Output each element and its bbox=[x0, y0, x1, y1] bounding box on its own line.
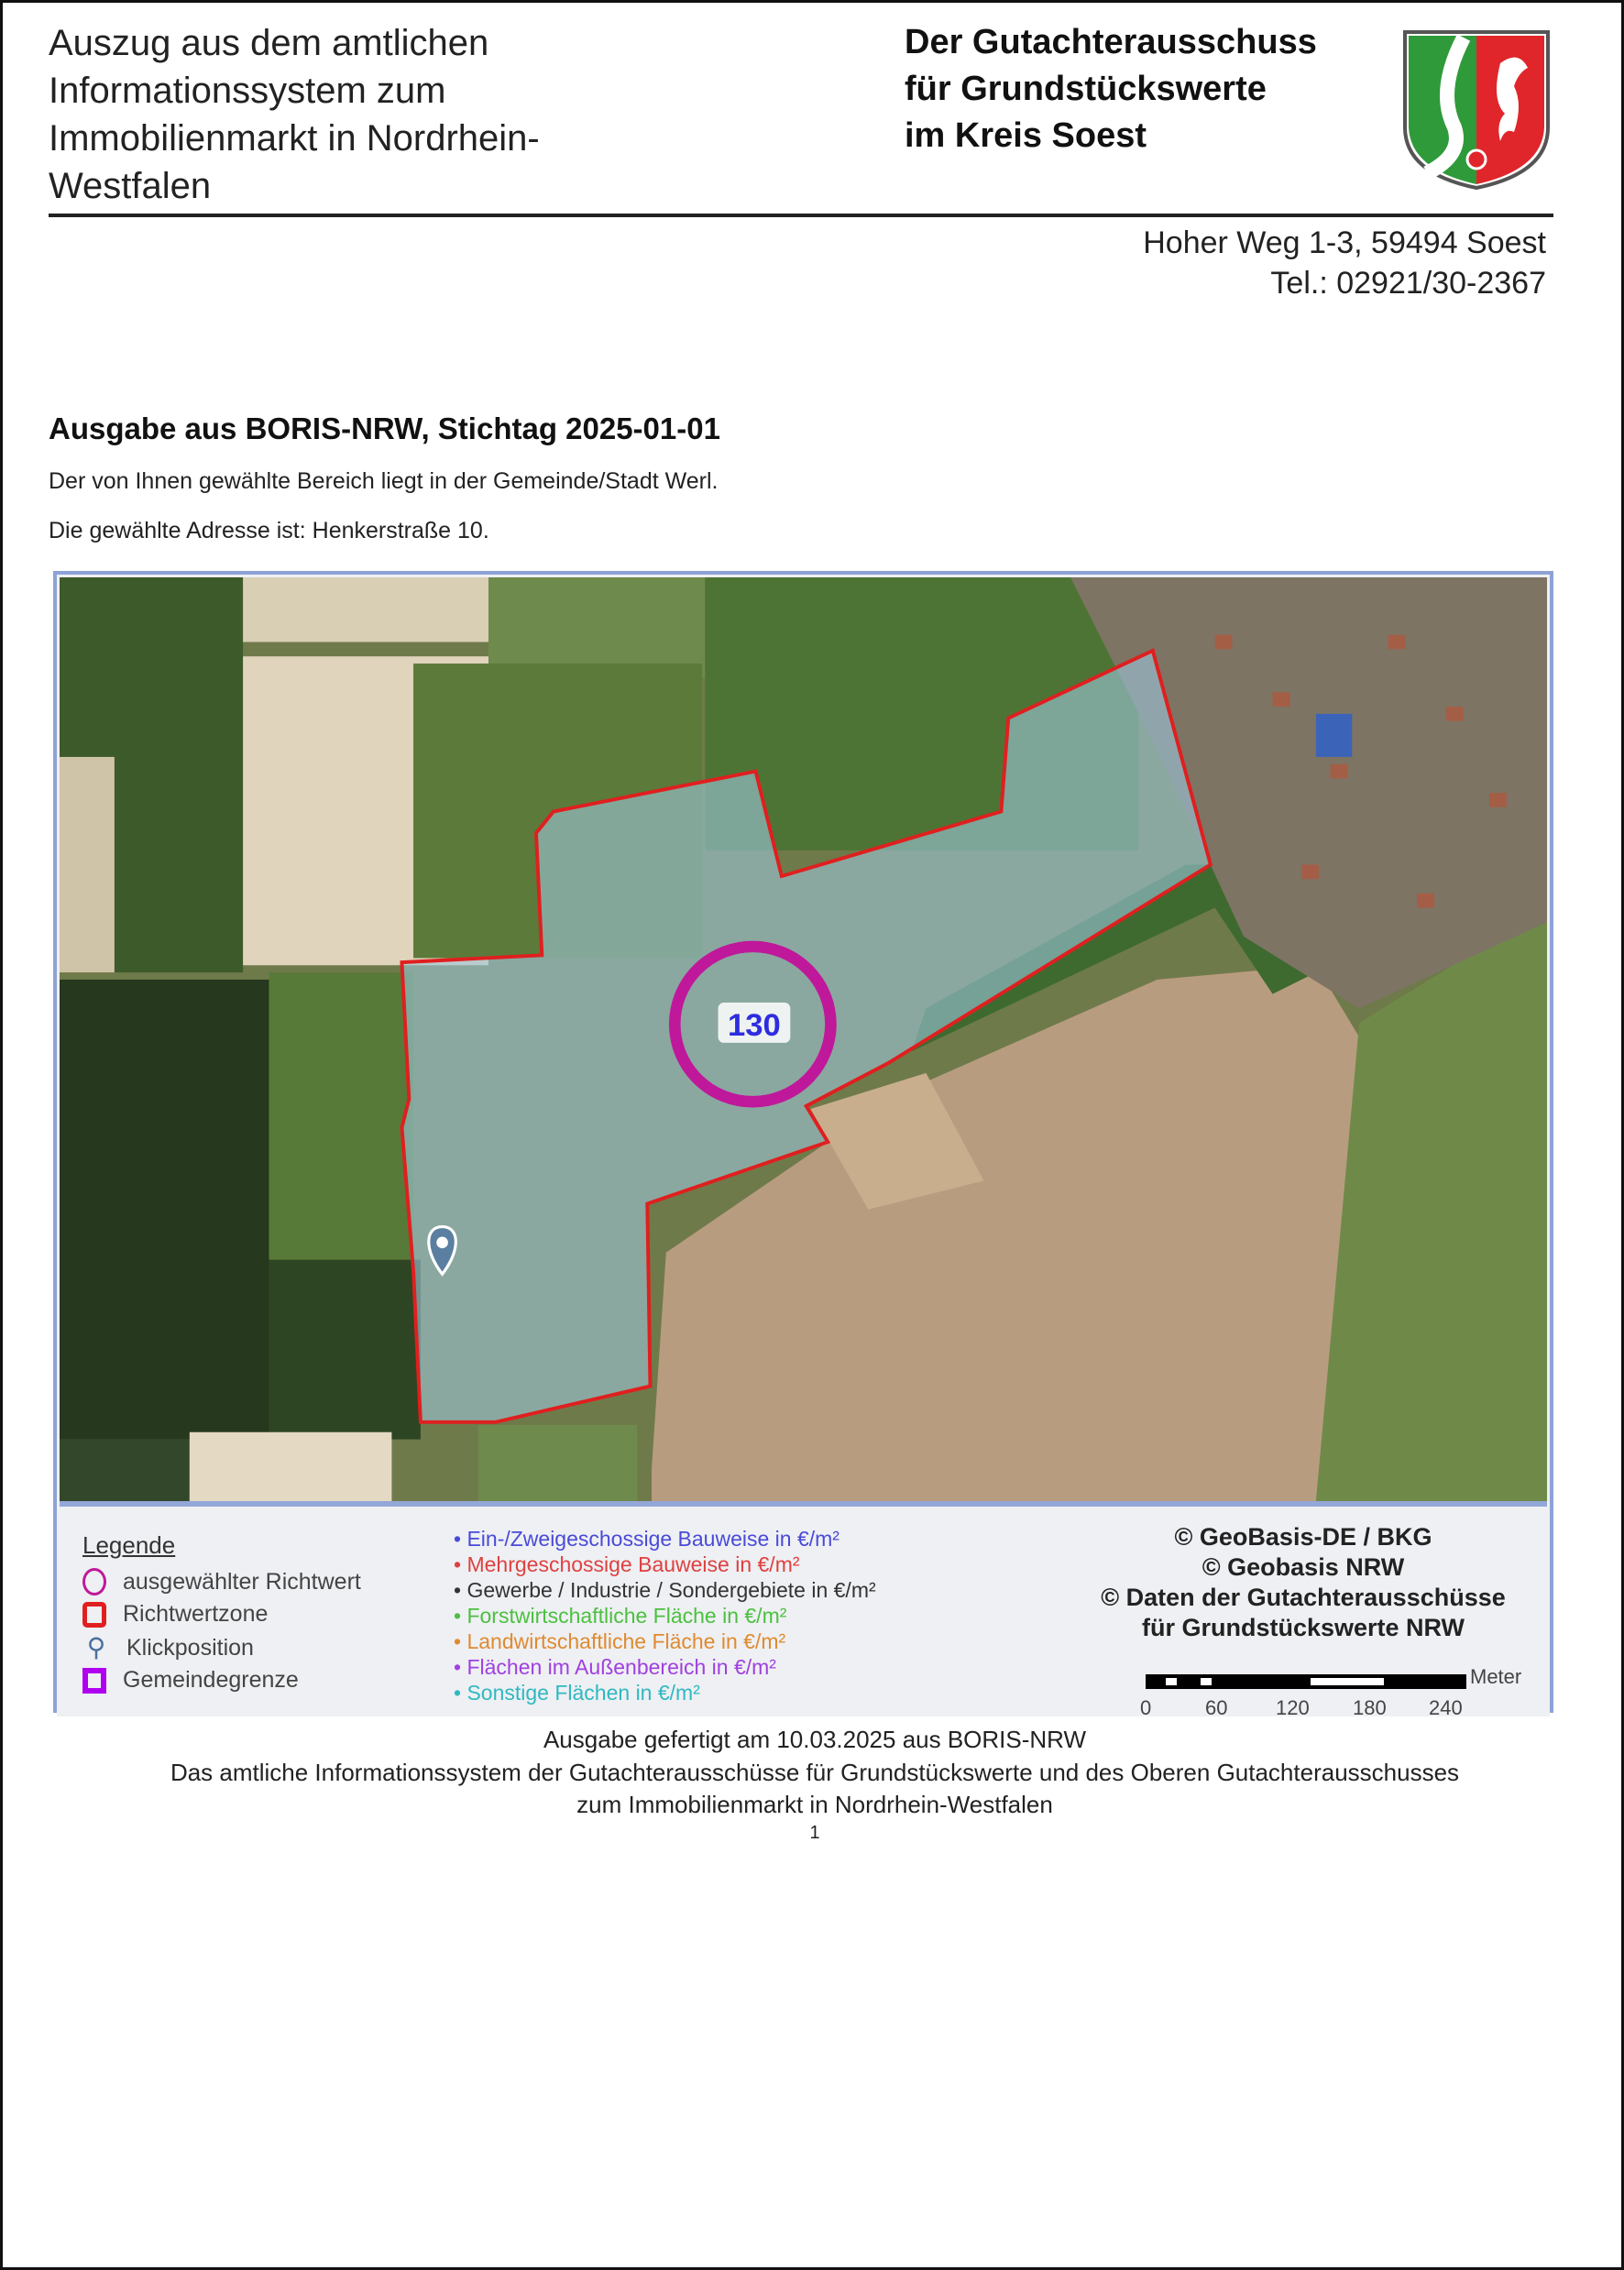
header-left bbox=[49, 19, 540, 210]
authority-contact bbox=[1143, 223, 1546, 303]
category-forst: • Forstwirtschaftliche Fläche in €/m² bbox=[454, 1604, 787, 1628]
scale-tick: 120 bbox=[1276, 1696, 1310, 1719]
legend-item-gemeindegrenze bbox=[82, 1667, 299, 1694]
legend-item-label: Richtwertzone bbox=[123, 1601, 269, 1627]
authority-line: im Kreis Soest bbox=[905, 116, 1147, 155]
nrw-coat-of-arms-logo bbox=[1399, 27, 1553, 192]
circle-icon bbox=[82, 1568, 106, 1596]
municipality-text: Der von Ihnen gewählte Bereich liegt in der Gemeinde/Stadt Werl. bbox=[49, 468, 719, 494]
legend-item-klickposition bbox=[82, 1634, 254, 1661]
copyright-line: © GeoBasis-DE / BKG bbox=[1174, 1523, 1432, 1551]
footer-system-2: zum Immobilienmarkt in Nordrhein-Westfalen bbox=[576, 1791, 1053, 1818]
footer-generated: Ausgabe gefertigt am 10.03.2025 aus BORIS-NRW bbox=[543, 1726, 1087, 1753]
scale-tick: 180 bbox=[1353, 1696, 1387, 1719]
copyright-line: © Daten der Gutachterausschüsse bbox=[1101, 1584, 1506, 1611]
scale-tick: 0 bbox=[1140, 1696, 1152, 1719]
header-divider bbox=[49, 214, 1553, 217]
map-pin-icon: ⚲ bbox=[86, 1633, 106, 1661]
legend-title: Legende bbox=[82, 1531, 176, 1559]
scale-tick: 60 bbox=[1205, 1696, 1228, 1719]
copyright-line: © Geobasis NRW bbox=[1202, 1553, 1405, 1581]
copyright-block bbox=[1065, 1522, 1542, 1643]
legend-item-label: ausgewählter Richtwert bbox=[123, 1568, 361, 1595]
legend-item-label: Klickposition bbox=[126, 1634, 254, 1661]
copyright-line: für Grundstückswerte NRW bbox=[1141, 1614, 1465, 1641]
footer-system: Das amtliche Informationssystem der Gutachterausschüsse für Grundstückswerte und des Oberen Gutachterausschusses bbox=[170, 1759, 1460, 1786]
legend-item-selected-richtwert bbox=[82, 1568, 361, 1596]
purple-square-icon bbox=[82, 1668, 106, 1694]
header-left-line: Westfalen bbox=[49, 166, 212, 206]
category-gewerbe: • Gewerbe / Industrie / Sondergebiete in €/m² bbox=[454, 1578, 876, 1602]
category-landwirtschaft: • Landwirtschaftliche Fläche in €/m² bbox=[454, 1629, 786, 1653]
scale-tick: 240 bbox=[1429, 1696, 1463, 1719]
legend-item-richtwertzone bbox=[82, 1601, 268, 1628]
header-left-line: Immobilienmarkt in Nordrhein- bbox=[49, 118, 540, 159]
authority-phone: Tel.: 02921/30-2367 bbox=[1270, 266, 1546, 301]
output-title: Ausgabe aus BORIS-NRW, Stichtag 2025-01-01 bbox=[49, 411, 720, 445]
category-sonstige: • Sonstige Flächen in €/m² bbox=[454, 1681, 700, 1705]
header-left-line: Auszug aus dem amtlichen bbox=[49, 23, 489, 63]
scale-bar bbox=[1146, 1674, 1466, 1689]
legend-item-label: Gemeindegrenze bbox=[123, 1667, 299, 1693]
map-legend bbox=[57, 1513, 1550, 1719]
authority-line: Der Gutachterausschuss bbox=[905, 23, 1317, 61]
red-square-icon bbox=[82, 1602, 106, 1628]
address-text: Die gewählte Adresse ist: Henkerstraße 10. bbox=[49, 518, 489, 543]
scale-unit: Meter bbox=[1470, 1665, 1522, 1688]
richtwert-label: 130 bbox=[728, 1008, 781, 1044]
header-left-line: Informationssystem zum bbox=[49, 71, 446, 111]
authority-line: für Grundstückswerte bbox=[905, 70, 1267, 108]
header-authority bbox=[905, 19, 1317, 159]
map-frame bbox=[53, 571, 1553, 1719]
category-mehrgeschossig: • Mehrgeschossige Bauweise in €/m² bbox=[454, 1552, 800, 1576]
authority-address: Hoher Weg 1-3, 59494 Soest bbox=[1143, 225, 1546, 260]
category-aussenbereich: • Flächen im Außenbereich in €/m² bbox=[454, 1655, 776, 1679]
aerial-map[interactable] bbox=[60, 577, 1547, 1507]
category-ein-zweigeschossig: • Ein-/Zweigeschossige Bauweise in €/m² bbox=[454, 1527, 839, 1551]
page-number: 1 bbox=[809, 1823, 820, 1843]
